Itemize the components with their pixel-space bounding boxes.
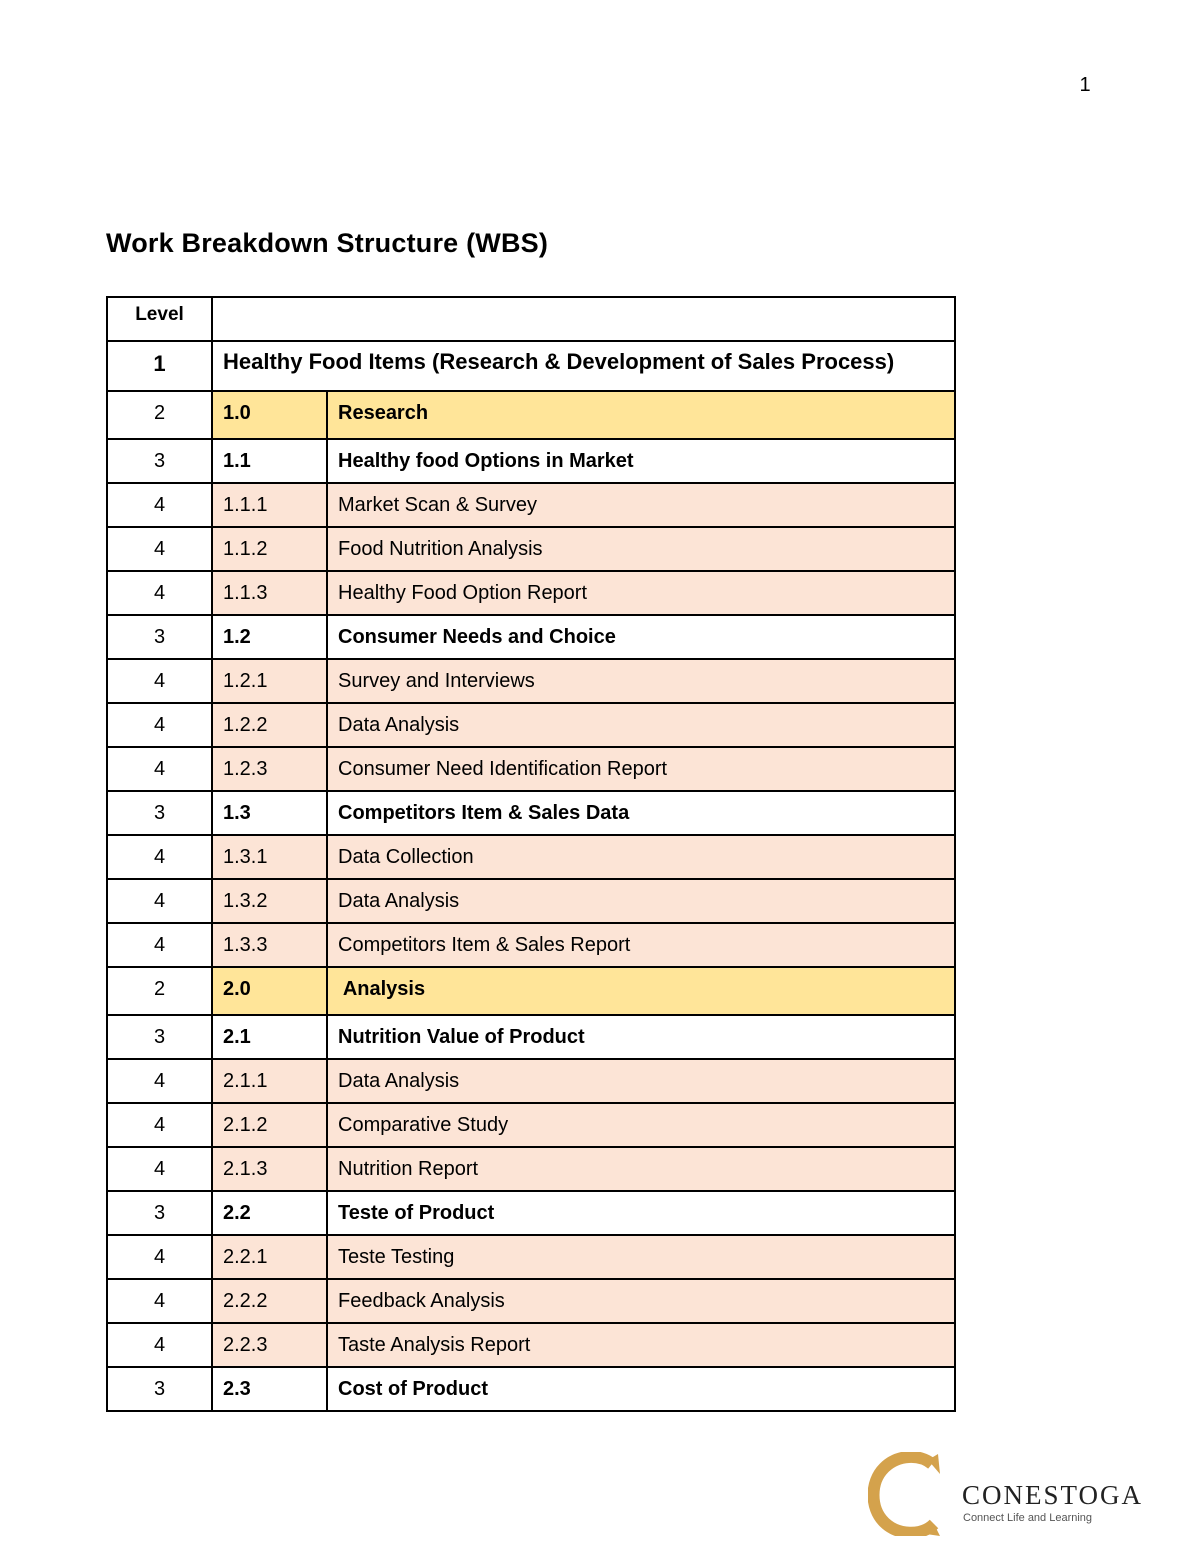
row-level: 4 — [107, 1323, 212, 1367]
row-code: 1.1.3 — [212, 571, 327, 615]
row-code: 2.1.3 — [212, 1147, 327, 1191]
row-code: 1.2.2 — [212, 703, 327, 747]
row-code: 2.2.3 — [212, 1323, 327, 1367]
row-level: 4 — [107, 527, 212, 571]
row-code: 1.3 — [212, 791, 327, 835]
row-description: Teste of Product — [327, 1191, 955, 1235]
row-description: Competitors Item & Sales Report — [327, 923, 955, 967]
row-code: 2.2.2 — [212, 1279, 327, 1323]
wbs-row-level-3 — [107, 615, 955, 659]
row-level: 4 — [107, 659, 212, 703]
row-description: Data Analysis — [327, 879, 955, 923]
row-description: Healthy Food Option Report — [327, 571, 955, 615]
row-description: Comparative Study — [327, 1103, 955, 1147]
wbs-row-level-3 — [107, 1015, 955, 1059]
row-level: 4 — [107, 703, 212, 747]
row-description: Nutrition Report — [327, 1147, 955, 1191]
row-level: 4 — [107, 923, 212, 967]
row-code: 1.1 — [212, 439, 327, 483]
row-level: 4 — [107, 879, 212, 923]
row-code: 1.1.2 — [212, 527, 327, 571]
wbs-row-level-4 — [107, 703, 955, 747]
row-description: Data Collection — [327, 835, 955, 879]
row-description: Food Nutrition Analysis — [327, 527, 955, 571]
row-description: Consumer Needs and Choice — [327, 615, 955, 659]
conestoga-c-icon — [868, 1452, 944, 1536]
wbs-row-level-4 — [107, 923, 955, 967]
document-title: Work Breakdown Structure (WBS) — [106, 228, 549, 258]
row-description: Data Analysis — [327, 1059, 955, 1103]
row-code: 2.1.1 — [212, 1059, 327, 1103]
wbs-row-level-4 — [107, 483, 955, 527]
row-description: Data Analysis — [327, 703, 955, 747]
page-number: 1 — [1079, 74, 1091, 96]
row-code: 2.1 — [212, 1015, 327, 1059]
row-level: 4 — [107, 483, 212, 527]
row-level: 3 — [107, 1015, 212, 1059]
wbs-row-level-4 — [107, 1235, 955, 1279]
row-level: 4 — [107, 571, 212, 615]
logo-tagline: Connect Life and Learning — [963, 1512, 1093, 1524]
row-level: 3 — [107, 791, 212, 835]
row-code: 2.3 — [212, 1367, 327, 1411]
wbs-table — [106, 296, 956, 1412]
wbs-table-body — [107, 297, 955, 1411]
row-description: Research — [327, 391, 955, 439]
wbs-row-level-4 — [107, 879, 955, 923]
row-level: 4 — [107, 1147, 212, 1191]
wbs-row-level-2 — [107, 391, 955, 439]
row-code: 1.1.1 — [212, 483, 327, 527]
row-code: 1.2.1 — [212, 659, 327, 703]
row-description: Healthy food Options in Market — [327, 439, 955, 483]
row-level: 4 — [107, 1235, 212, 1279]
level-header: Level — [107, 297, 212, 341]
wbs-row-level-4 — [107, 1103, 955, 1147]
logo-name: CONESTOGA — [962, 1480, 1144, 1510]
row-level: 3 — [107, 1191, 212, 1235]
wbs-row-level-3 — [107, 1191, 955, 1235]
header-blank-cell — [212, 297, 955, 341]
row-description: Consumer Need Identification Report — [327, 747, 955, 791]
row-code: 1.2 — [212, 615, 327, 659]
row-level: 4 — [107, 1279, 212, 1323]
wbs-row-level-4 — [107, 527, 955, 571]
row-description: Feedback Analysis — [327, 1279, 955, 1323]
wbs-row-level-4 — [107, 571, 955, 615]
wbs-row-level-4 — [107, 659, 955, 703]
wbs-row-level-4 — [107, 835, 955, 879]
row-level: 3 — [107, 439, 212, 483]
row-code: 1.3.2 — [212, 879, 327, 923]
row-description: Teste Testing — [327, 1235, 955, 1279]
row-code: 2.0 — [212, 967, 327, 1015]
row-description: Competitors Item & Sales Data — [327, 791, 955, 835]
row-description: Nutrition Value of Product — [327, 1015, 955, 1059]
wbs-row-level-4 — [107, 1323, 955, 1367]
wbs-row-level-3 — [107, 439, 955, 483]
project-level: 1 — [107, 341, 212, 391]
wbs-row-level-4 — [107, 747, 955, 791]
project-name: Healthy Food Items (Research & Development of Sales Process) — [212, 341, 955, 391]
row-level: 4 — [107, 747, 212, 791]
row-code: 1.3.1 — [212, 835, 327, 879]
row-level: 4 — [107, 1059, 212, 1103]
row-description: Cost of Product — [327, 1367, 955, 1411]
wbs-row-level-2 — [107, 967, 955, 1015]
table-header-row — [107, 297, 955, 341]
row-description: Market Scan & Survey — [327, 483, 955, 527]
wbs-row-level-4 — [107, 1279, 955, 1323]
conestoga-logo — [868, 1452, 1148, 1540]
row-description: Taste Analysis Report — [327, 1323, 955, 1367]
row-description: Analysis — [327, 967, 955, 1015]
row-code: 2.1.2 — [212, 1103, 327, 1147]
wbs-row-level-4 — [107, 1059, 955, 1103]
row-code: 1.0 — [212, 391, 327, 439]
row-description: Survey and Interviews — [327, 659, 955, 703]
wbs-row-level-4 — [107, 1147, 955, 1191]
row-level: 2 — [107, 967, 212, 1015]
row-code: 1.2.3 — [212, 747, 327, 791]
row-code: 2.2 — [212, 1191, 327, 1235]
wbs-row-level-3 — [107, 791, 955, 835]
row-level: 4 — [107, 1103, 212, 1147]
row-level: 3 — [107, 615, 212, 659]
row-level: 2 — [107, 391, 212, 439]
row-code: 1.3.3 — [212, 923, 327, 967]
row-level: 3 — [107, 1367, 212, 1411]
row-level: 4 — [107, 835, 212, 879]
row-code: 2.2.1 — [212, 1235, 327, 1279]
project-row — [107, 341, 955, 391]
wbs-row-level-3 — [107, 1367, 955, 1411]
